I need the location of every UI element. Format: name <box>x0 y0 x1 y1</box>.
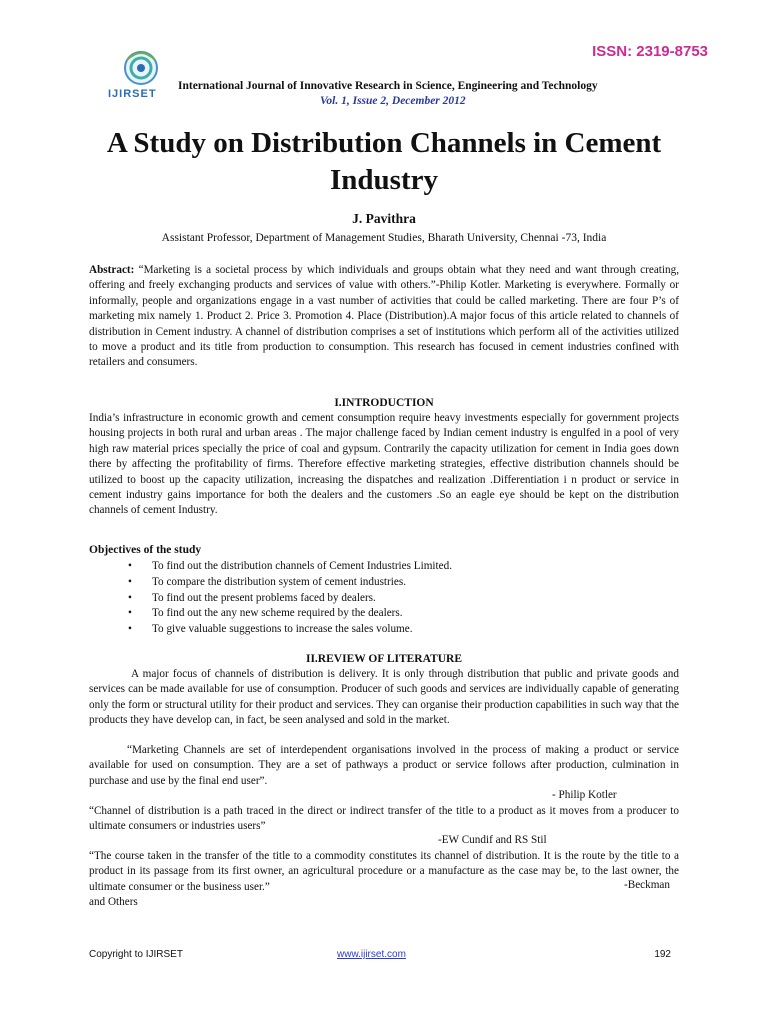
author-name: J. Pavithra <box>352 211 416 226</box>
review-paragraph: A major focus of channels of distribution is delivery. It is only through distribution that public and private goods and services can be made available for use of consumption. Producer of such goods and services are individually capable of generating only the form or structural utility for their product and services. They can organise their production capabilities in such way that the products they have develop can, in fact, be seen analysed and sold in the market. <box>89 668 679 727</box>
footer-copyright: Copyright to IJIRSET <box>89 949 183 960</box>
abstract-text: “Marketing is a societal process by which individuals and groups obtain what they need and want through creating, offering and freely exchanging products and services of value with others.”-Philip Kotler. Marketing is everywhere. Formally or informally, people and organizations engage in a vast number of activities that could be called marketing. There are four P’s of marketing mix namely 1. Product 2. Price 3. Promotion 4. Place (Distribution).A major focus of this article related to channels of distribution in Cement industry. A channel of distribution comprises a set of institutions which perform all of the activities utilized to move a product and its title from production to consumption. This research has focused in cement industries confined with retailers and consumers. <box>89 264 679 369</box>
abstract-label: Abstract: <box>89 264 135 276</box>
review-quote-cundif: “Channel of distribution is a path traced in the direct or indirect transfer of the title to a product as it moves from a producer to ultimate consumers or industries users” <box>89 805 679 833</box>
journal-name: International Journal of Innovative Research in Science, Engineering and Technology <box>178 80 598 92</box>
volume-issue: Vol. 1, Issue 2, December 2012 <box>320 95 466 107</box>
logo-text: IJIRSET <box>108 88 157 100</box>
attribution-kotler: - Philip Kotler <box>552 789 617 801</box>
objectives-list <box>128 559 452 638</box>
author-affiliation: Assistant Professor, Department of Management Studies, Bharath University, Chennai -73, India <box>161 232 607 244</box>
footer-website-link[interactable]: www.ijirset.com <box>337 949 406 960</box>
objective-item: • To compare the distribution system of cement industries. <box>128 575 452 591</box>
objective-item: • To find out the present problems faced by dealers. <box>128 591 452 607</box>
objective-item: • To find out the any new scheme required by the dealers. <box>128 606 452 622</box>
introduction-text: India’s infrastructure in economic growth and cement consumption require heavy investments especially for government projects housing projects in both rural and urban areas . The major challenge faced by Indian cement industry is engulfed in a pool of very high raw material prices specially the price of coal and gypsum. Contrarily the capacity utilization for cement in India goes down there by affecting the profitability of firms. Therefore effective marketing strategies, effective distribution channels should be utilized to boost up the capacity utilization, increasing the dispatches and realization .Differentiation i n product or service in cement industry gains importance for both the dealers and the customers .So an eagle eye should be kept on the distribution channels of cement Industry. <box>89 412 679 517</box>
page-number: 192 <box>654 949 671 960</box>
review-quote-beckman <box>89 849 679 911</box>
objective-item: • To give valuable suggestions to increase the sales volume. <box>128 622 452 638</box>
introduction-heading: I.INTRODUCTION <box>334 397 434 409</box>
issn-label: ISSN: 2319-8753 <box>592 43 708 60</box>
review-quote-beckman-text: “The course taken in the transfer of the title to a commodity constitutes its channel of distribution. It is the route by the title to a product in its passage from its first owner, an agricultural procedure or a manufacture as the case may be, to the last owner, the ultimate consumer or the business user.” <box>89 850 679 893</box>
review-quote-kotler: “Marketing Channels are set of interdependent organisations involved in the process of making a product or service available for used on consumption. They are a set of pathways a product or service follows after production, culmination in purchase and use by the final end user”. <box>89 744 679 787</box>
abstract <box>89 263 679 371</box>
objective-item: • To find out the distribution channels of Cement Industries Limited. <box>128 559 452 575</box>
attribution-others: and Others <box>89 896 138 909</box>
attribution-cundif: -EW Cundif and RS Stil <box>438 834 547 846</box>
paper-title: A Study on Distribution Channels in Cement Industry <box>106 127 662 196</box>
attribution-beckman: -Beckman <box>624 879 670 891</box>
review-heading: II.REVIEW OF LITERATURE <box>305 653 463 665</box>
objectives-heading: Objectives of the study <box>89 544 202 556</box>
